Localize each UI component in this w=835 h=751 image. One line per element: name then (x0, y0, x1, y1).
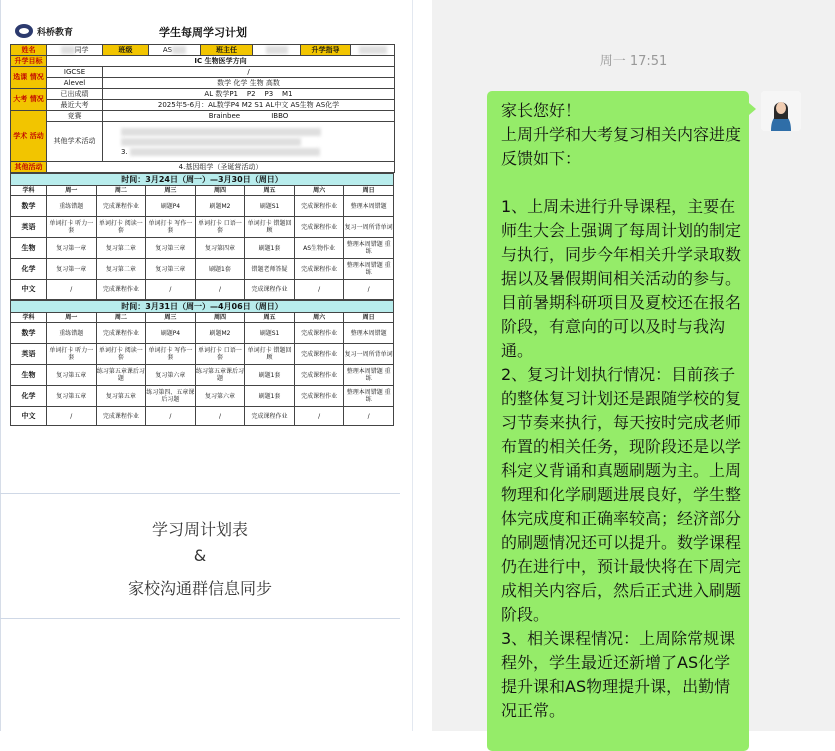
plan-cell: 复习第一章 (47, 259, 97, 280)
info-cell (253, 45, 301, 56)
plan-cell: 刷题1套 (245, 238, 295, 259)
subject-cell: 英语 (11, 344, 47, 365)
separator-line (0, 618, 400, 619)
week-header-row (11, 186, 394, 196)
week-header-cell: 周日 (344, 313, 394, 323)
plan-cell: 完成课程作业 (294, 259, 344, 280)
week-row (11, 365, 394, 386)
plan-cell: / (146, 407, 196, 426)
week-header-cell: 周一 (47, 313, 97, 323)
plan-cell: 单词打卡 错题回顾 (245, 217, 295, 238)
plan-cell: 刷题M2 (195, 196, 245, 217)
plan-cell: 复习第五章 (47, 365, 97, 386)
plan-cell: / (195, 407, 245, 426)
plan-cell: 整理本周错题 (344, 323, 394, 344)
divider (0, 0, 1, 731)
weekly-plan-document (10, 22, 396, 482)
document-title: 学生每周学习计划 (159, 26, 247, 39)
info-cell: AL 数学P1 P2 P3 M1 (103, 89, 395, 100)
week-row (11, 386, 394, 407)
info-cell: 姓名 (11, 45, 47, 56)
plan-cell: 完成课程作业 (96, 280, 146, 300)
plan-cell: 完成课程作业 (245, 280, 295, 300)
plan-cell: 单词打卡 写作一套 (146, 217, 196, 238)
plan-cell: 练习第五章课后习题 (195, 365, 245, 386)
plan-cell: 重练错题 (47, 323, 97, 344)
plan-cell: 刷题1套 (245, 386, 295, 407)
info-row (11, 45, 395, 56)
week-header-cell: 周六 (294, 186, 344, 196)
user-avatar[interactable] (761, 91, 801, 131)
info-cell: 已出成绩 (47, 89, 103, 100)
week-row (11, 196, 394, 217)
plan-cell: AS生物作业 (294, 238, 344, 259)
plan-cell: / (344, 407, 394, 426)
student-info-table (10, 44, 395, 173)
plan-cell: 完成课程作业 (294, 196, 344, 217)
week-header-cell: 周日 (344, 186, 394, 196)
plan-cell: 复习一周所背单词 (344, 217, 394, 238)
caption-line: 学习周计划表 (151, 520, 248, 539)
week-header-cell: 周五 (245, 186, 295, 196)
subject-cell: 化学 (11, 386, 47, 407)
plan-cell: 单词打卡 阅读一套 (96, 217, 146, 238)
week-row (11, 407, 394, 426)
info-cell: 同学 (47, 45, 103, 56)
plan-cell: 复习第三章 (146, 259, 196, 280)
subject-cell: 生物 (11, 238, 47, 259)
info-cell: 其他活动 (11, 162, 47, 173)
logo-text: 科桥教育 (37, 27, 74, 38)
plan-cell: 复习第二章 (96, 259, 146, 280)
plan-cell: 复习第六章 (195, 386, 245, 407)
week-title: 时间：3月31日（周一）—4月06日（周日） (11, 301, 394, 313)
info-cell: IC 生物医学方向 (47, 56, 395, 67)
info-cell: AS (149, 45, 201, 56)
plan-cell: 完成课程作业 (96, 407, 146, 426)
subject-cell: 中文 (11, 407, 47, 426)
info-cell: 3. (103, 122, 395, 162)
plan-cell: / (294, 407, 344, 426)
week-row (11, 238, 394, 259)
plan-cell: 复习第二章 (96, 238, 146, 259)
plan-cell: 完成课程作业 (245, 407, 295, 426)
plan-cell: 完成课程作业 (294, 386, 344, 407)
plan-cell: 完成课程作业 (96, 323, 146, 344)
info-cell: 班主任 (201, 45, 253, 56)
info-row (11, 89, 395, 100)
plan-cell: / (47, 280, 97, 300)
chat-message-text: 家长您好！ 上周升学和大考复习相关内容进度反馈如下： 1、上周未进行升导课程，主要在师生大会上强调了每周计划的制定与执行，同步今年相关升学录取数据以及暑假期间相关活动的参与。目前暑期科研项目及夏校还在报名阶段，有意向的可以及时与我沟通。 2、复习计划执行情况：目前孩子的整体复习计划还是跟随学校的复习节奏来执行，每天按时完成老师布置的相关任务，现阶段还是以学科定义背诵和真题刷题为主。上周物理和化学刷题进展良好，学生整体完成度和正确率较高；经济部分的刷题情况还可以提升。数学课程仍在进行中，预计最快将在下周完成相关内容后，然后正式进入刷题阶段。 3、相关课程情况：上周除常规课程外，学生最近还新增了AS化学提升课和AS物理提升课，出勤情况正常。 (501, 101, 742, 720)
plan-cell: 完成课程作业 (294, 323, 344, 344)
week-header-cell: 周一 (47, 186, 97, 196)
plan-cell: 刷题P4 (146, 323, 196, 344)
subject-cell: 中文 (11, 280, 47, 300)
info-cell: 其他学术活动 (47, 122, 103, 162)
plan-cell: 刷题P4 (146, 196, 196, 217)
week-header-cell: 周五 (245, 313, 295, 323)
plan-cell: 复习第三章 (146, 238, 196, 259)
week-row (11, 217, 394, 238)
plan-cell: 整理本周错题 重练 (344, 365, 394, 386)
info-cell: 班级 (103, 45, 149, 56)
info-row (11, 56, 395, 67)
plan-cell: / (146, 280, 196, 300)
info-cell: IGCSE (47, 67, 103, 78)
week-plan-table (10, 300, 394, 426)
plan-cell: 整理本周错题 (344, 196, 394, 217)
plan-cell: 单词打卡 口语一套 (195, 344, 245, 365)
info-cell: 升学目标 (11, 56, 47, 67)
plan-cell: 错题老师答疑 (245, 259, 295, 280)
week-header-cell: 周六 (294, 313, 344, 323)
week-header-cell: 学科 (11, 313, 47, 323)
plan-cell: 完成课程作业 (294, 217, 344, 238)
plan-cell: / (195, 280, 245, 300)
week-row (11, 323, 394, 344)
week-title: 时间：3月24日（周一）—3月30日（周日） (11, 174, 394, 186)
info-cell: / (103, 67, 395, 78)
left-panel (0, 0, 417, 731)
info-row (11, 162, 395, 173)
chat-message-bubble[interactable] (487, 91, 749, 751)
plan-cell: 复习第五章 (47, 386, 97, 407)
plan-cell: 复习一周所背单词 (344, 344, 394, 365)
divider (412, 0, 413, 731)
plan-cell: 练习第四、五章课后习题 (146, 386, 196, 407)
week-header-row (11, 313, 394, 323)
plan-cell: 整理本周错题 重练 (344, 259, 394, 280)
subject-cell: 英语 (11, 217, 47, 238)
plan-cell: 单词打卡 口语一套 (195, 217, 245, 238)
info-row (11, 78, 395, 89)
plan-cell: 复习第四章 (195, 238, 245, 259)
plan-cell: 刷题1套 (245, 365, 295, 386)
plan-cell: 完成课程作业 (294, 344, 344, 365)
plan-cell: 复习第一章 (47, 238, 97, 259)
subject-cell: 数学 (11, 196, 47, 217)
plan-cell: 练习第五章课后习题 (96, 365, 146, 386)
plan-cell: 刷题1套 (195, 259, 245, 280)
document-header (10, 22, 396, 44)
plan-cell: / (344, 280, 394, 300)
subject-cell: 生物 (11, 365, 47, 386)
plan-cell: 完成课程作业 (96, 196, 146, 217)
separator-line (0, 493, 400, 494)
info-cell: 2025年5-6月：AL数学P4 M2 S1 AL中文 AS生物 AS化学 (103, 100, 395, 111)
info-cell: 选课 情况 (11, 67, 47, 89)
plan-cell: 刷题S1 (245, 323, 295, 344)
info-cell: Brainbee IBBO (103, 111, 395, 122)
plan-cell: 单词打卡 错题回顾 (245, 344, 295, 365)
plan-cell: 单词打卡 听力一套 (47, 217, 97, 238)
plan-cell: 复习第六章 (146, 365, 196, 386)
week-header-cell: 学科 (11, 186, 47, 196)
info-cell: 学术 活动 (11, 111, 47, 162)
caption-ampersand: & (193, 546, 207, 565)
week-row (11, 259, 394, 280)
week-row (11, 344, 394, 365)
info-cell: 竞赛 (47, 111, 103, 122)
info-cell: 大考 情况 (11, 89, 47, 111)
info-cell: 升学指导 (301, 45, 351, 56)
plan-cell: 刷题M2 (195, 323, 245, 344)
plan-cell: 整理本周错题 重练 (344, 386, 394, 407)
plan-cell: 单词打卡 听力一套 (47, 344, 97, 365)
info-row (11, 111, 395, 122)
week-row (11, 280, 394, 300)
info-row (11, 67, 395, 78)
plan-cell: 复习第五章 (96, 386, 146, 407)
plan-cell: 完成课程作业 (294, 365, 344, 386)
info-row (11, 100, 395, 111)
plan-cell: 刷题S1 (245, 196, 295, 217)
week-header-cell: 周二 (96, 186, 146, 196)
week-header-cell: 周二 (96, 313, 146, 323)
avatar-icon (761, 91, 801, 131)
plan-cell: 单词打卡 写作一套 (146, 344, 196, 365)
info-cell: 数学 化学 生物 高数 (103, 78, 395, 89)
subject-cell: 化学 (11, 259, 47, 280)
chat-panel (432, 0, 835, 731)
plan-cell: / (47, 407, 97, 426)
plan-cell: 重练错题 (47, 196, 97, 217)
caption-line: 家校沟通群信息同步 (127, 579, 272, 598)
week-header-cell: 周四 (195, 313, 245, 323)
week-header-cell: 周三 (146, 186, 196, 196)
info-cell: Alevel (47, 78, 103, 89)
info-cell (351, 45, 395, 56)
week-header-cell: 周三 (146, 313, 196, 323)
plan-cell: 整理本周错题 重练 (344, 238, 394, 259)
week-plan-table (10, 173, 394, 300)
info-row (11, 122, 395, 162)
message-timestamp: 周一 17:51 (599, 54, 668, 69)
info-cell: 4.基因组学（圣诞营活动） (47, 162, 395, 173)
plan-cell: / (294, 280, 344, 300)
plan-cell: 单词打卡 阅读一套 (96, 344, 146, 365)
subject-cell: 数学 (11, 323, 47, 344)
week-header-cell: 周四 (195, 186, 245, 196)
info-cell: 最近大考 (47, 100, 103, 111)
